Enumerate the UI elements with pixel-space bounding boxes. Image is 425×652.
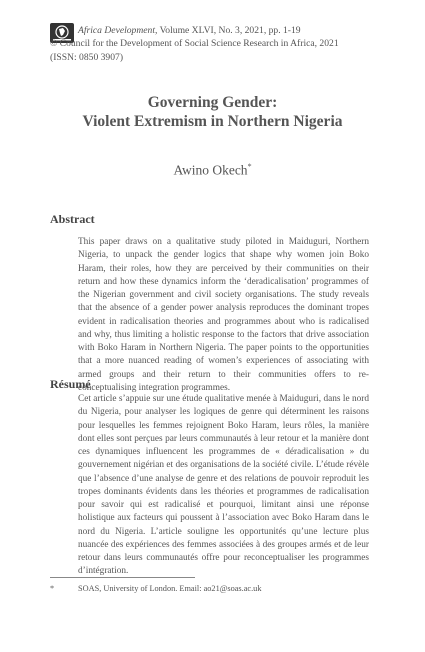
footnote-text: SOAS, University of London. Email: ao21@soas.ac.uk: [78, 584, 262, 593]
journal-issue: Volume XLVI, No. 3, 2021, pp. 1-19: [157, 25, 301, 36]
abstract-heading: Abstract: [50, 212, 95, 226]
journal-header: [50, 24, 390, 64]
abstract-text: This paper draws on a qualitative study piloted in Maiduguri, Northern Nigeria, to unpack the gender logics that shape why women join Boko Haram, their roles, how they are perceived by their communities on their return and how these dynamics inform the ‘deradicalisation’ programmes of the Nigerian government and civil society organisations. The study reveals that the absence of a gender power analysis reproduces the dominant tropes evident in radicalisation theories and programmes about who is radicalised and why, thus limiting a holistic response to the factors that drive association with Boko Haram in Northern Nigeria. The paper points to the opportunities that a more nuanced reading of women’s experiences of associating with armed groups and their return to their communities offers to re-conceptualising integration programmes.: [78, 237, 369, 393]
title-line-1: Governing Gender:: [147, 94, 278, 111]
article-title: [40, 93, 385, 131]
resume-heading: Résumé: [50, 377, 91, 391]
issn-line: (ISSN: 0850 3907): [50, 51, 124, 63]
footnote-rule: [50, 577, 195, 578]
author-name: Awino Okech: [173, 162, 248, 178]
resume-text: Cet article s’appuie sur une étude qualitative menée à Maiduguri, dans le nord du Nigeria, pour analyser les logiques de genre qui déterminent les raisons pour lesquelles les femmes rejoignent Boko Haram, leurs rôles, la manière dont elles sont perçues par leurs communautés à leur retour et la manière dont ces dynamiques influencent les programmes de « déradicalisation » du gouvernement nigérian et des organisations de la société civile. L’étude révèle que l’absence d’une analyse de genre et des relations de pouvoir reproduit les tropes dominants évidents dans les théories et programmes de radicalisation pour savoir qui est radicalisé et pourquoi, limitant ainsi une réponse holistique aux facteurs qui poussent à l’association avec Boko Haram dans le nord du Nigeria. L’article souligne les opportunités qu’une lecture plus nuancée des expériences des femmes associées à des groupes armés et de leur retour dans leurs communautés offre pour reconceptualiser les programmes d’intégration.: [78, 394, 369, 577]
author: [40, 162, 385, 179]
author-footnote-mark: *: [247, 162, 252, 171]
title-line-2: Violent Extremism in Northern Nigeria: [82, 113, 343, 130]
journal-name: Africa Development,: [78, 25, 158, 36]
footnote: [50, 584, 261, 593]
copyright-line: © Council for the Development of Social Science Research in Africa, 2021: [50, 38, 339, 50]
footnote-mark: *: [50, 584, 55, 593]
